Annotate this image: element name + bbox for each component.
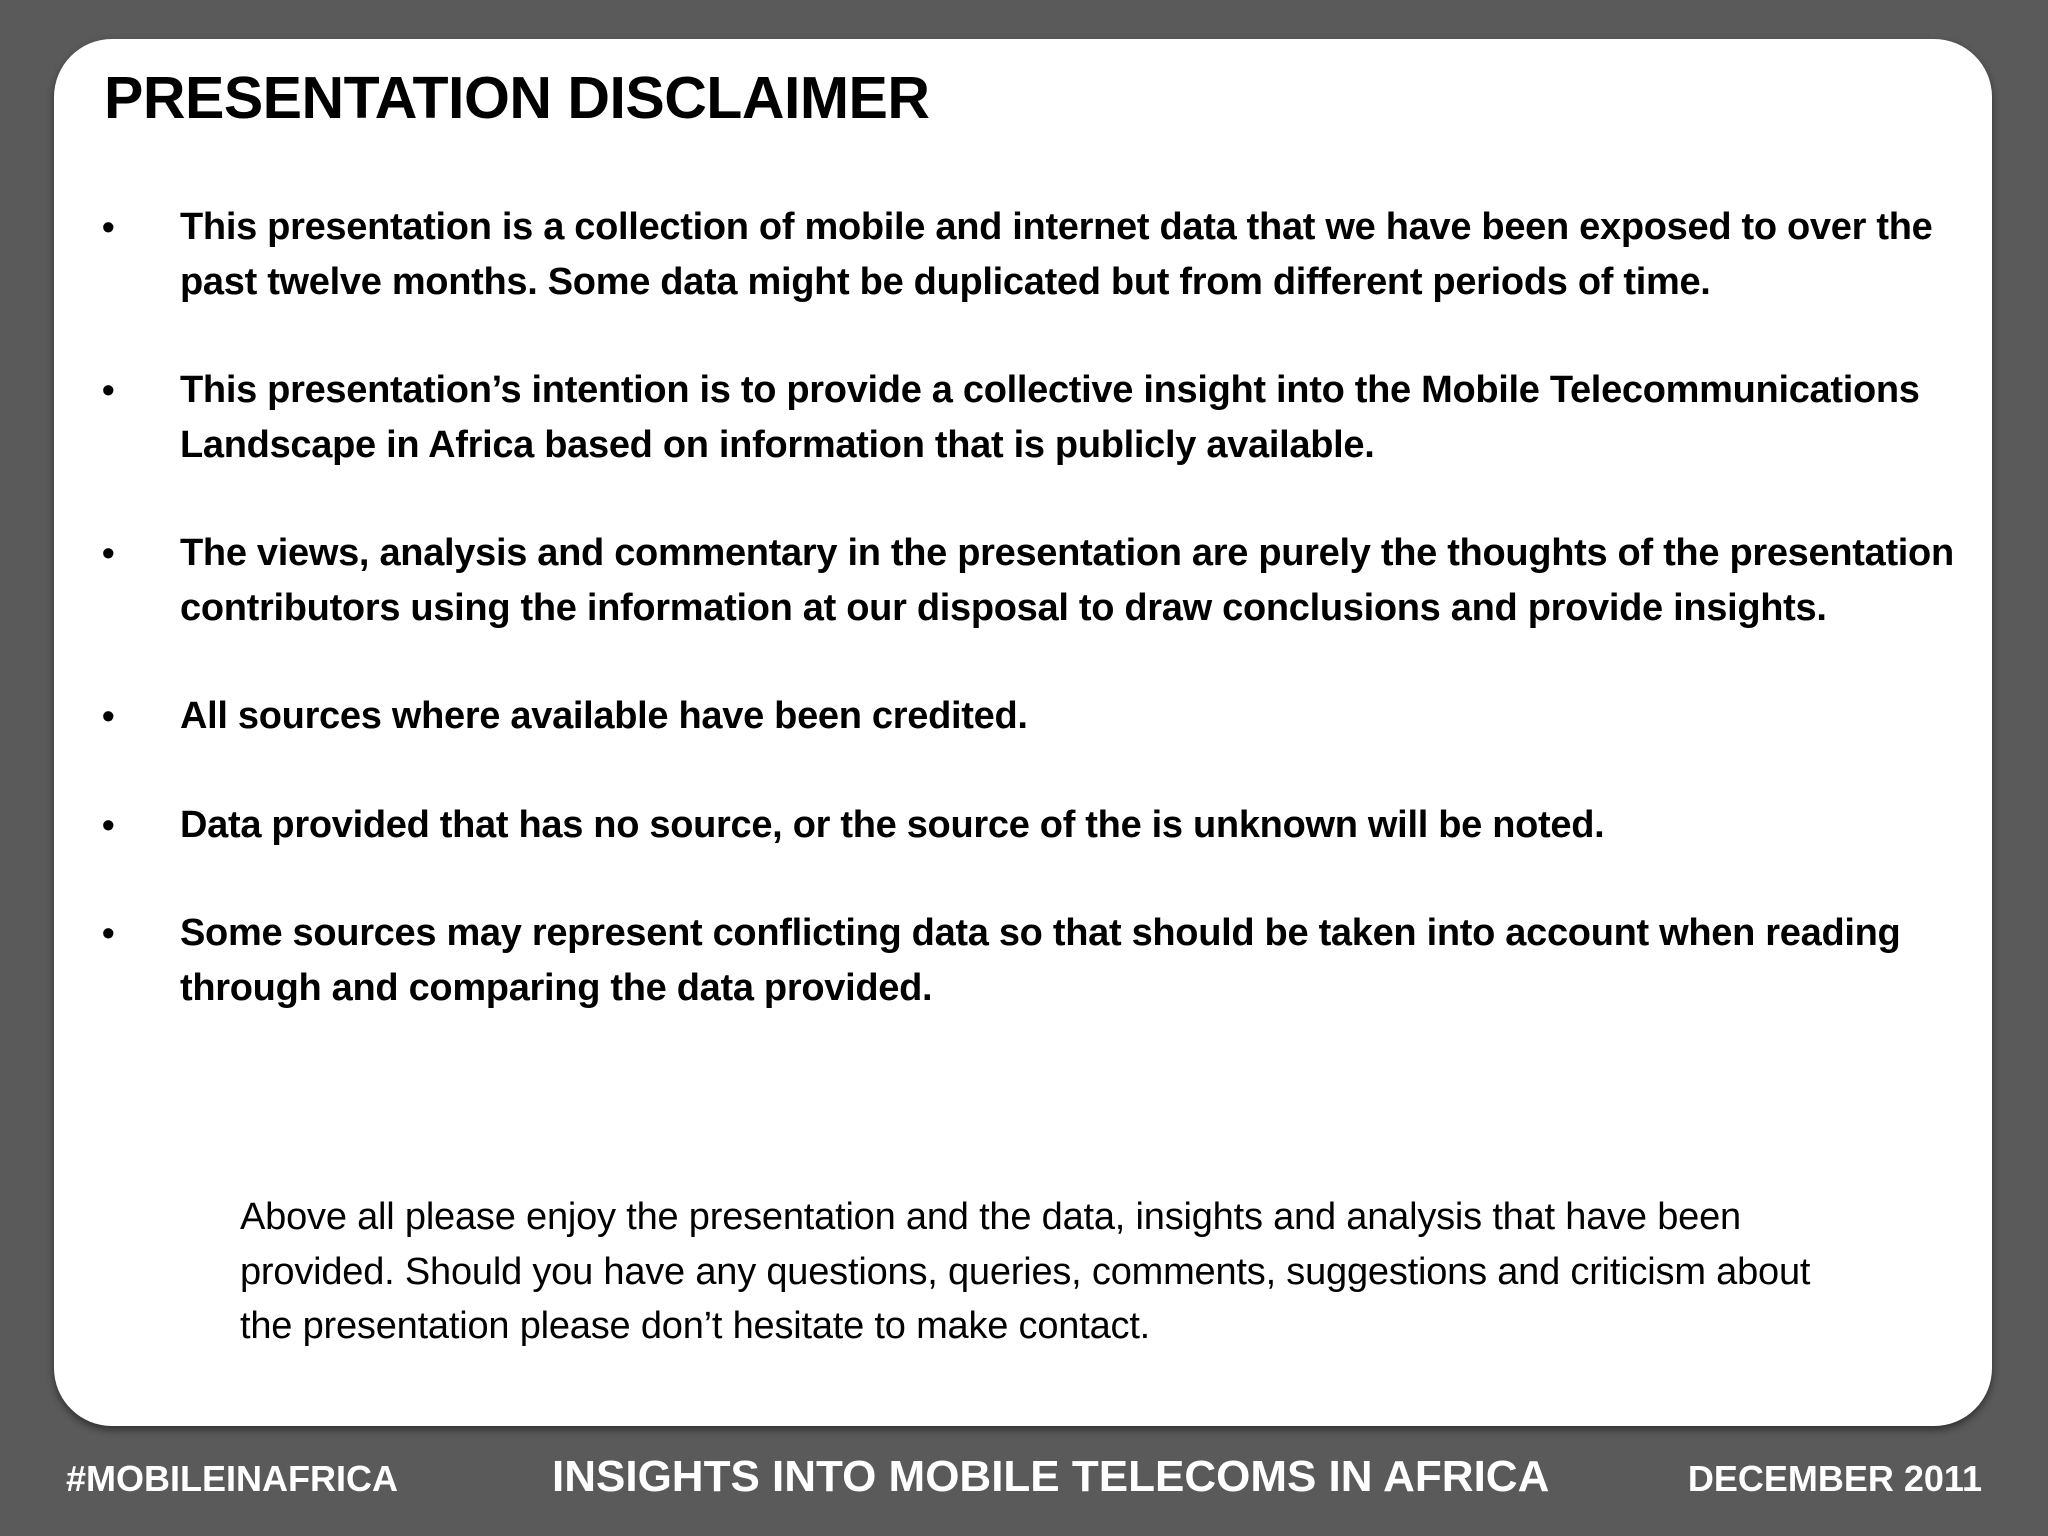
- slide-title: PRESENTATION DISCLAIMER: [104, 65, 930, 131]
- footer-hashtag: #MOBILEINAFRICA: [66, 1458, 398, 1499]
- disclaimer-list: [102, 200, 1982, 1069]
- closing-note: Above all please enjoy the presentation and the data, insights and analysis that have been provided. Should you have any questions, queries, comments, suggestions and criticism about the presentation please don’t hesitate to make contact.: [240, 1196, 1811, 1347]
- bullet-marker: •: [102, 695, 115, 736]
- bullet-marker: •: [102, 532, 115, 573]
- disclaimer-item: [102, 689, 1982, 744]
- footer-title: INSIGHTS INTO MOBILE TELECOMS IN AFRICA: [552, 1452, 1550, 1501]
- disclaimer-item: [102, 363, 1982, 472]
- disclaimer-text: This presentation is a collection of mobile and internet data that we have been exposed to over the past twelve months. Some data might be duplicated but from different periods of time.: [180, 206, 1933, 303]
- disclaimer-text: All sources where available have been credited.: [180, 695, 1028, 737]
- bullet-marker: •: [102, 369, 115, 410]
- disclaimer-text: The views, analysis and commentary in the presentation are purely the thoughts of the presentation contributors using the information at our disposal to draw conclusions and provide insights.: [180, 532, 1954, 629]
- disclaimer-text: Data provided that has no source, or the source of the is unknown will be noted.: [180, 803, 1605, 846]
- disclaimer-text: Some sources may represent conflicting data so that should be taken into account when reading through and comparing the data provided.: [180, 912, 1901, 1009]
- disclaimer-item: [102, 906, 1982, 1015]
- disclaimer-item: [102, 200, 1982, 309]
- bullet-marker: •: [102, 206, 115, 247]
- disclaimer-text: This presentation’s intention is to provide a collective insight into the Mobile Telecommunications Landscape in Africa based on information that is publicly available.: [180, 369, 1920, 466]
- disclaimer-item: [102, 526, 1982, 635]
- bullet-marker: •: [102, 803, 115, 845]
- footer-date: DECEMBER 2011: [1687, 1458, 1982, 1499]
- bullet-marker: •: [102, 912, 115, 953]
- disclaimer-item: [102, 798, 1982, 853]
